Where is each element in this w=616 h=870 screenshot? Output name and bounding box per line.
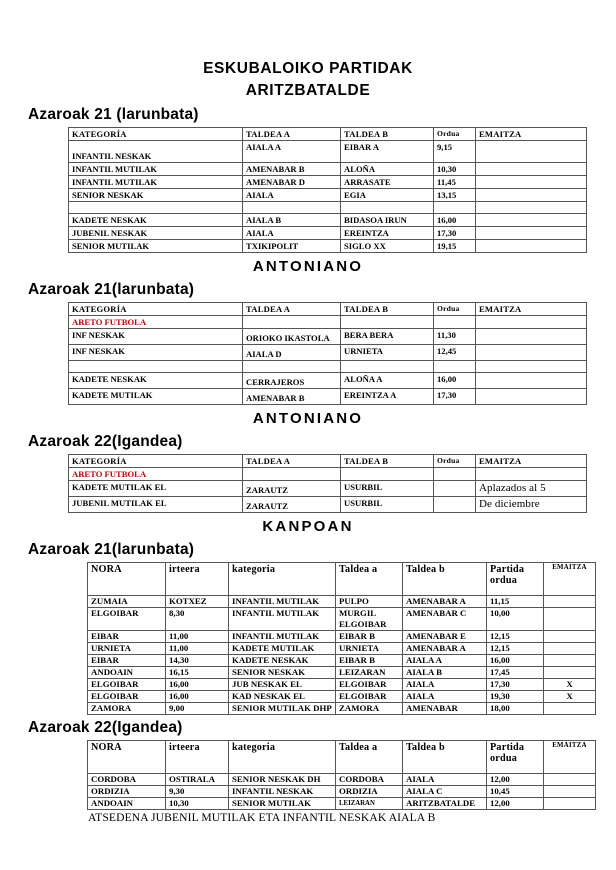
cell-taldea-a: PULPO xyxy=(336,596,403,608)
cell-taldea-b: AIALA xyxy=(403,691,487,703)
cell-emaitza: De diciembre xyxy=(476,497,587,513)
table-row xyxy=(69,481,587,497)
table-row xyxy=(69,389,587,405)
table-row xyxy=(88,679,596,691)
cell-taldea-b: SIGLO XX xyxy=(341,240,434,253)
cell-emaitza xyxy=(476,176,587,189)
cell-kategoria: SENIOR MUTILAK xyxy=(69,240,243,253)
cell-taldea-b xyxy=(341,361,434,373)
col-emaitza: EMAITZA xyxy=(476,303,587,316)
cell-kategoria: JUB NESKAK EL xyxy=(229,679,336,691)
cell-kategoria: JUBENIL MUTILAK EL xyxy=(69,497,243,513)
cell-emaitza xyxy=(476,316,587,329)
table-row xyxy=(69,345,587,361)
cell-irteera: 10,30 xyxy=(166,798,229,810)
cell-kategoria: INF NESKAK xyxy=(69,345,243,361)
table-row xyxy=(88,691,596,703)
cell-taldea-b: EREINTZA A xyxy=(341,389,434,405)
cell-taldea-a: MURGIL ELGOIBAR xyxy=(336,608,403,631)
cell-emaitza xyxy=(544,631,596,643)
cell-irteera: KOTXEZ xyxy=(166,596,229,608)
cell-taldea-a: AMENABAR D xyxy=(243,176,341,189)
cell-ordua xyxy=(434,481,476,497)
cell-taldea-a: LEIZARAN xyxy=(336,798,403,810)
cell-ordua: 11,30 xyxy=(434,329,476,345)
section-2-day-heading: Azaroak 21(larunbata) xyxy=(28,281,195,298)
col-emaitza: EMAITZA xyxy=(476,455,587,468)
cell-emaitza: Aplazados al 5 xyxy=(476,481,587,497)
cell-emaitza xyxy=(544,786,596,798)
cell-emaitza xyxy=(544,798,596,810)
cell-emaitza xyxy=(476,361,587,373)
table-row xyxy=(69,329,587,345)
section-3-venue-heading: ANTONIANO xyxy=(252,410,364,427)
cell-taldea-b: AMENABAR E xyxy=(403,631,487,643)
cell-ordua: 16,00 xyxy=(434,373,476,389)
table-row xyxy=(69,176,587,189)
cell-partida-ordua: 10,45 xyxy=(487,786,544,798)
cell-partida-ordua: 10,00 xyxy=(487,608,544,631)
cell-ordua: 10,30 xyxy=(434,163,476,176)
cell-partida-ordua: 11,15 xyxy=(487,596,544,608)
col-irteera: irteera xyxy=(166,741,229,774)
table-header-row xyxy=(88,563,596,596)
cell-nora: EIBAR xyxy=(88,631,166,643)
table-row xyxy=(69,316,587,329)
cell-nora: ELGOIBAR xyxy=(88,691,166,703)
partida-ordua-line2: ordua xyxy=(490,575,518,586)
table-row xyxy=(69,497,587,513)
col-irteera: irteera xyxy=(166,563,229,596)
table-row xyxy=(69,214,587,227)
cell-kategoria: SENIOR MUTILAK DHP xyxy=(229,703,336,715)
cell-emaitza xyxy=(476,240,587,253)
partida-ordua-line2: ordua xyxy=(490,753,518,764)
cell-irteera: 11,00 xyxy=(166,643,229,655)
cell-nora: CORDOBA xyxy=(88,774,166,786)
cell-ordua xyxy=(434,468,476,481)
cell-taldea-b: ARITZBATALDE xyxy=(403,798,487,810)
cell-taldea-b: URNIETA xyxy=(341,345,434,361)
cell-ordua: 19,15 xyxy=(434,240,476,253)
cell-kategoria: KADETE MUTILAK EL xyxy=(69,481,243,497)
table-row xyxy=(69,163,587,176)
cell-partida-ordua: 12,00 xyxy=(487,798,544,810)
cell-emaitza xyxy=(476,329,587,345)
partida-ordua-line1: Partida xyxy=(490,564,525,575)
cell-kategoria: INFANTIL MUTILAK xyxy=(229,596,336,608)
cell-nora: ZAMORA xyxy=(88,703,166,715)
cell-nora: ELGOIBAR xyxy=(88,679,166,691)
cell-taldea-b: AIALA A xyxy=(403,655,487,667)
cell-kategoria xyxy=(69,361,243,373)
cell-emaitza xyxy=(476,345,587,361)
kanpoan-table-day1 xyxy=(87,562,596,715)
cell-kategoria: SENIOR NESKAK xyxy=(69,189,243,202)
cell-taldea-a: AIALA B xyxy=(243,214,341,227)
cell-taldea-b: AIALA xyxy=(403,774,487,786)
cell-irteera: 16,00 xyxy=(166,679,229,691)
col-taldea-a: Taldea a xyxy=(336,741,403,774)
cell-nora: ANDOAIN xyxy=(88,798,166,810)
cell-taldea-a xyxy=(243,316,341,329)
cell-ordua: 13,15 xyxy=(434,189,476,202)
kanpoan-day1-heading: Azaroak 21(larunbata) xyxy=(28,541,195,558)
cell-kategoria: ARETO FUTBOLA xyxy=(69,468,243,481)
cell-irteera: 11,00 xyxy=(166,631,229,643)
cell-nora: ANDOAIN xyxy=(88,667,166,679)
cell-taldea-a: ELGOIBAR xyxy=(336,691,403,703)
kanpoan-table-day2 xyxy=(87,740,596,810)
cell-emaitza xyxy=(476,141,587,163)
cell-emaitza: X xyxy=(544,691,596,703)
col-taldea-b: Taldea b xyxy=(403,741,487,774)
col-taldea-b: TALDEA B xyxy=(341,128,434,141)
cell-ordua xyxy=(434,497,476,513)
table-row xyxy=(88,786,596,798)
cell-ordua: 16,00 xyxy=(434,214,476,227)
footer-note: ATSEDENA JUBENIL MUTILAK ETA INFANTIL NESKAK AIALA B xyxy=(88,811,436,824)
cell-partida-ordua: 12,00 xyxy=(487,774,544,786)
cell-kategoria: INFANTIL NESKAK xyxy=(69,141,243,163)
cell-taldea-b xyxy=(341,316,434,329)
table-header-row xyxy=(69,303,587,316)
table-header-row xyxy=(69,455,587,468)
cell-irteera: 16,15 xyxy=(166,667,229,679)
col-kategoria: kategoria xyxy=(229,741,336,774)
col-ordua: Ordua xyxy=(434,303,476,316)
cell-irteera: 9,00 xyxy=(166,703,229,715)
section-3-day-heading: Azaroak 22(Igandea) xyxy=(28,433,183,450)
cell-partida-ordua: 16,00 xyxy=(487,655,544,667)
cell-emaitza xyxy=(544,596,596,608)
cell-partida-ordua: 17,45 xyxy=(487,667,544,679)
table-header-row xyxy=(69,128,587,141)
cell-taldea-b: AMENABAR A xyxy=(403,643,487,655)
cell-taldea-a: AIALA xyxy=(243,189,341,202)
col-taldea-a: Taldea a xyxy=(336,563,403,596)
cell-taldea-a: CORDOBA xyxy=(336,774,403,786)
cell-irteera: 9,30 xyxy=(166,786,229,798)
cell-kategoria: INFANTIL MUTILAK xyxy=(229,608,336,631)
col-taldea-b: TALDEA B xyxy=(341,455,434,468)
cell-taldea-a: AMENABAR B xyxy=(243,163,341,176)
cell-emaitza xyxy=(476,163,587,176)
cell-taldea-a xyxy=(243,202,341,214)
cell-nora: EIBAR xyxy=(88,655,166,667)
cell-ordua: 9,15 xyxy=(434,141,476,163)
cell-taldea-a: TXIKIPOLIT xyxy=(243,240,341,253)
cell-taldea-b: ALOÑA A xyxy=(341,373,434,389)
cell-irteera: 8,30 xyxy=(166,608,229,631)
cell-taldea-b: BIDASOA IRUN xyxy=(341,214,434,227)
col-nora: NORA xyxy=(88,563,166,596)
table-row xyxy=(69,189,587,202)
col-taldea-a: TALDEA A xyxy=(243,303,341,316)
cell-taldea-a: AIALA xyxy=(243,227,341,240)
cell-nora: ZUMAIA xyxy=(88,596,166,608)
cell-kategoria: INFANTIL MUTILAK xyxy=(69,176,243,189)
col-emaitza: EMAITZA xyxy=(544,563,596,596)
partida-ordua-line1: Partida xyxy=(490,742,525,753)
cell-ordua xyxy=(434,361,476,373)
schedule-table-3 xyxy=(68,454,587,513)
cell-taldea-b: AIALA B xyxy=(403,667,487,679)
col-nora: NORA xyxy=(88,741,166,774)
kanpoan-day2-heading: Azaroak 22(Igandea) xyxy=(28,719,183,736)
cell-emaitza xyxy=(476,389,587,405)
cell-kategoria: KADETE NESKAK xyxy=(229,655,336,667)
cell-ordua: 12,45 xyxy=(434,345,476,361)
col-emaitza: EMAITZA xyxy=(544,741,596,774)
table-row xyxy=(69,373,587,389)
table-row xyxy=(69,227,587,240)
section-1-day-heading: Azaroak 21 (larunbata) xyxy=(28,106,199,123)
cell-nora: ORDIZIA xyxy=(88,786,166,798)
cell-partida-ordua: 18,00 xyxy=(487,703,544,715)
col-partida-ordua xyxy=(487,563,544,596)
col-taldea-a: TALDEA A xyxy=(243,128,341,141)
cell-taldea-a: AIALA A xyxy=(243,141,341,163)
cell-ordua xyxy=(434,202,476,214)
table-row xyxy=(88,596,596,608)
cell-kategoria: KADETE MUTILAK xyxy=(69,389,243,405)
cell-kategoria: JUBENIL NESKAK xyxy=(69,227,243,240)
table-row-spacer xyxy=(69,202,587,214)
cell-taldea-b: AMENABAR A xyxy=(403,596,487,608)
cell-kategoria: ARETO FUTBOLA xyxy=(69,316,243,329)
cell-taldea-a: LEIZARAN xyxy=(336,667,403,679)
cell-taldea-a: ORIOKO IKASTOLA xyxy=(243,329,341,345)
table-row xyxy=(88,655,596,667)
col-taldea-a: TALDEA A xyxy=(243,455,341,468)
cell-kategoria: SENIOR MUTILAK xyxy=(229,798,336,810)
col-ordua: Ordua xyxy=(434,128,476,141)
document-title-line2: ARITZBATALDE xyxy=(245,82,371,99)
cell-taldea-b: BERA BERA xyxy=(341,329,434,345)
cell-ordua: 11,45 xyxy=(434,176,476,189)
cell-kategoria: SENIOR NESKAK DH xyxy=(229,774,336,786)
table-row xyxy=(69,141,587,163)
cell-taldea-b: EIBAR A xyxy=(341,141,434,163)
table-row xyxy=(69,468,587,481)
cell-taldea-a: EIBAR B xyxy=(336,631,403,643)
cell-emaitza xyxy=(544,667,596,679)
cell-kategoria: INFANTIL NESKAK xyxy=(229,786,336,798)
cell-partida-ordua: 12,15 xyxy=(487,631,544,643)
cell-taldea-a: ZAMORA xyxy=(336,703,403,715)
table-row xyxy=(69,240,587,253)
col-kategoria: KATEGORÍA xyxy=(69,303,243,316)
cell-irteera: OSTIRALA xyxy=(166,774,229,786)
cell-emaitza xyxy=(476,189,587,202)
cell-nora: URNIETA xyxy=(88,643,166,655)
table-row xyxy=(88,631,596,643)
cell-taldea-a: AMENABAR B xyxy=(243,389,341,405)
col-kategoria: KATEGORÍA xyxy=(69,455,243,468)
cell-emaitza xyxy=(544,655,596,667)
cell-kategoria: SENIOR NESKAK xyxy=(229,667,336,679)
cell-taldea-b xyxy=(341,468,434,481)
cell-nora: ELGOIBAR xyxy=(88,608,166,631)
cell-taldea-b: USURBIL xyxy=(341,481,434,497)
col-ordua: Ordua xyxy=(434,455,476,468)
cell-taldea-a: CERRAJEROS xyxy=(243,373,341,389)
cell-emaitza xyxy=(476,214,587,227)
schedule-table-2 xyxy=(68,302,587,405)
kanpoan-venue-heading: KANPOAN xyxy=(262,518,354,535)
cell-partida-ordua: 17,30 xyxy=(487,679,544,691)
col-taldea-b: TALDEA B xyxy=(341,303,434,316)
cell-emaitza xyxy=(476,227,587,240)
cell-taldea-b: AIALA C xyxy=(403,786,487,798)
cell-kategoria: KADETE MUTILAK xyxy=(229,643,336,655)
cell-emaitza xyxy=(544,643,596,655)
cell-taldea-b: ARRASATE xyxy=(341,176,434,189)
cell-taldea-b: EGIA xyxy=(341,189,434,202)
cell-partida-ordua: 19,30 xyxy=(487,691,544,703)
cell-emaitza xyxy=(476,373,587,389)
cell-taldea-a: ZARAUTZ xyxy=(243,481,341,497)
table-row xyxy=(88,667,596,679)
cell-taldea-b: ALOÑA xyxy=(341,163,434,176)
cell-taldea-b: EREINTZA xyxy=(341,227,434,240)
cell-emaitza: X xyxy=(544,679,596,691)
cell-kategoria: INFANTIL MUTILAK xyxy=(69,163,243,176)
cell-taldea-a: URNIETA xyxy=(336,643,403,655)
cell-ordua: 17,30 xyxy=(434,389,476,405)
col-kategoria: KATEGORÍA xyxy=(69,128,243,141)
cell-taldea-a: ELGOIBAR xyxy=(336,679,403,691)
cell-taldea-a: EIBAR B xyxy=(336,655,403,667)
cell-taldea-a xyxy=(243,361,341,373)
section-2-venue-heading: ANTONIANO xyxy=(252,258,364,275)
document-title-line1: ESKUBALOIKO PARTIDAK xyxy=(203,60,413,77)
cell-emaitza xyxy=(544,774,596,786)
cell-kategoria xyxy=(69,202,243,214)
cell-taldea-a: ZARAUTZ xyxy=(243,497,341,513)
col-kategoria: kategoria xyxy=(229,563,336,596)
cell-irteera: 14,30 xyxy=(166,655,229,667)
table-row xyxy=(88,643,596,655)
cell-taldea-b: AIALA xyxy=(403,679,487,691)
cell-taldea-a xyxy=(243,468,341,481)
cell-taldea-b: AMENABAR xyxy=(403,703,487,715)
cell-ordua: 17,30 xyxy=(434,227,476,240)
cell-kategoria: INFANTIL MUTILAK xyxy=(229,631,336,643)
cell-ordua xyxy=(434,316,476,329)
col-partida-ordua xyxy=(487,741,544,774)
table-header-row xyxy=(88,741,596,774)
table-row xyxy=(88,703,596,715)
col-emaitza: EMAITZA xyxy=(476,128,587,141)
table-row xyxy=(88,798,596,810)
cell-taldea-b: USURBIL xyxy=(341,497,434,513)
cell-kategoria: KAD NESKAK EL xyxy=(229,691,336,703)
cell-taldea-b: AMENABAR C xyxy=(403,608,487,631)
cell-emaitza xyxy=(476,468,587,481)
cell-taldea-a: ORDIZIA xyxy=(336,786,403,798)
cell-kategoria: INF NESKAK xyxy=(69,329,243,345)
cell-kategoria: KADETE NESKAK xyxy=(69,373,243,389)
cell-taldea-a: AIALA D xyxy=(243,345,341,361)
cell-emaitza xyxy=(476,202,587,214)
cell-partida-ordua: 12,15 xyxy=(487,643,544,655)
cell-irteera: 16,00 xyxy=(166,691,229,703)
schedule-table-1 xyxy=(68,127,587,253)
table-row-spacer xyxy=(69,361,587,373)
cell-emaitza xyxy=(544,608,596,631)
cell-emaitza xyxy=(544,703,596,715)
cell-taldea-b xyxy=(341,202,434,214)
col-taldea-b: Taldea b xyxy=(403,563,487,596)
table-row xyxy=(88,774,596,786)
cell-kategoria: KADETE NESKAK xyxy=(69,214,243,227)
table-row xyxy=(88,608,596,631)
